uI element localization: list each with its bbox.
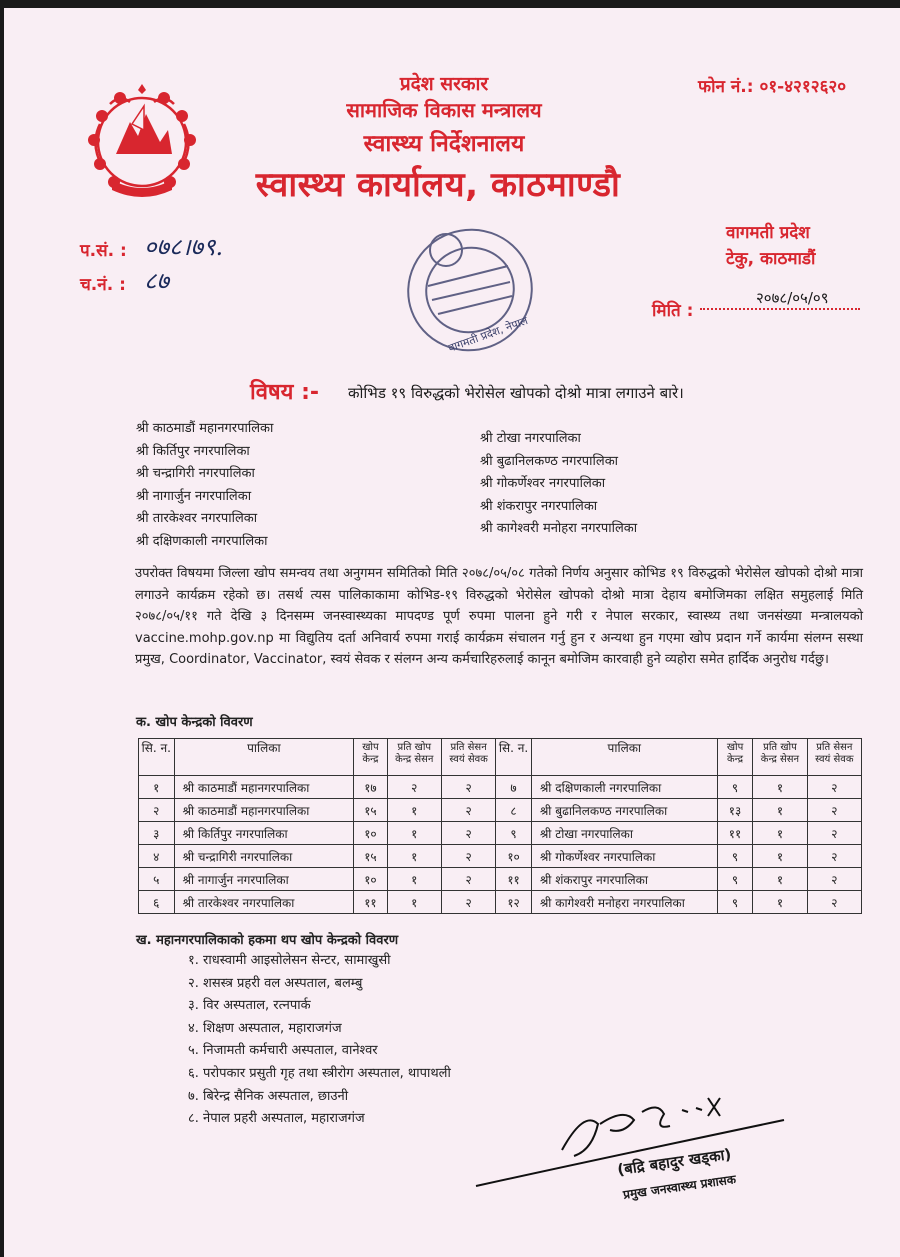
date-label: मिति :	[652, 301, 694, 321]
list-item: ६. परोपकार प्रसुती गृह तथा स्त्रीरोग अस्पताल, थापाथली	[188, 1065, 451, 1081]
table-cell: ५	[139, 868, 175, 891]
table-cell: ११	[717, 822, 753, 845]
table-cell: २	[807, 845, 861, 868]
cn-label: च.नं. :	[80, 275, 126, 295]
table-cell: ६	[139, 891, 175, 914]
table-row	[139, 891, 862, 914]
col-header: प्रति सेसन स्वयं सेवक	[441, 739, 495, 776]
body-paragraph: उपरोक्त विषयमा जिल्ला खोप समन्वय तथा अनुगमन समितिको मिति २०७८/०५/०८ गतेको निर्णय अनुसार कोभिड १९ विरुद्धको भेरोसेल खोपको दोश्रो मात्रा लगाउने कार्यक्रम रहेको छ। तसर्थ त्यस पालिकाकामा कोभिड-१९ विरुद्धको भेरोसेल खोपको दोश्रो मात्रा देहाय बमोजिमका लक्षित समुहलाई मिति २०७८/०५/११ गते देखि ३ दिनसम्म जनस्वास्थ्यका मापदण्ड पूर्ण रुपमा पालना हुने गरी र नेपाल सरकार, स्वास्थ्य तथा जनसंख्या मन्त्रालयको vaccine.mohp.gov.np मा विद्युतिय दर्ता अनिवार्य रुपमा गराई कार्यक्रम संचालन गर्नु हुन र अन्यथा हुन गएमा खोप प्रदान गर्ने कार्यमा संलग्न सस्था प्रमुख, Coordinator, Vaccinator, स्वयं सेवक र संलग्न अन्य कर्मचारिहरुलाई कानून बमोजिम कारवाही हुने व्यहोरा समेत हार्दिक अनुरोध गर्दछु।	[135, 566, 863, 667]
table-cell: श्री दक्षिणकाली नगरपालिका	[531, 776, 717, 799]
table-cell: १२	[496, 891, 532, 914]
office-stamp-icon	[398, 216, 538, 358]
table-header-row	[139, 739, 862, 776]
list-item: ८. नेपाल प्रहरी अस्पताल, महाराजगंज	[188, 1111, 365, 1127]
table-cell: १	[753, 822, 807, 845]
cn-value: ८७	[144, 267, 169, 295]
table-cell: १०	[496, 845, 532, 868]
table-cell: ९	[717, 776, 753, 799]
list-item: १. राधस्वामी आइसोलेसन सेन्टर, सामाखुसी	[188, 953, 391, 968]
table-cell: ९	[717, 845, 753, 868]
table-cell: १	[753, 799, 807, 822]
table-cell: ११	[354, 891, 387, 914]
table-cell: १५	[354, 845, 387, 868]
subject-text: कोभिड १९ विरुद्धको भेरोसेल खोपको दोश्रो मात्रा लगाउने बारे।	[348, 384, 684, 402]
table-row	[139, 868, 862, 891]
table-cell: १७	[354, 776, 387, 799]
letterhead-ministry: सामाजिक विकास मन्त्रालय	[346, 98, 542, 122]
table-row	[139, 845, 862, 868]
province-name: वागमती प्रदेश	[726, 223, 810, 243]
col-header: पालिका	[174, 739, 354, 776]
table-cell: श्री गोकर्णेश्वर नगरपालिका	[531, 845, 717, 868]
col-header: खोप केन्द्र	[354, 739, 387, 776]
table-cell: २	[441, 799, 495, 822]
letterhead-directorate: स्वास्थ्य निर्देशनालय	[363, 131, 525, 157]
table-cell: २	[807, 799, 861, 822]
addressees-right	[480, 428, 637, 541]
table-row	[139, 776, 862, 799]
table-cell: १०	[354, 822, 387, 845]
col-header: सि. न.	[139, 739, 175, 776]
table-cell: २	[807, 891, 861, 914]
addressees-left	[136, 418, 273, 553]
section-b-title: ख. महानगरपालिकाको हकमा थप खोप केन्द्रको विवरण	[136, 933, 399, 948]
table-cell: ८	[496, 799, 532, 822]
list-item: ७. बिरेन्द्र सैनिक अस्पताल, छाउनी	[188, 1088, 349, 1104]
addressee: श्री टोखा नगरपालिका	[480, 431, 581, 446]
table-cell: १३	[717, 799, 753, 822]
table-cell: २	[387, 776, 441, 799]
extra-centers-list	[188, 950, 451, 1131]
ps-value: ०७८।७९.	[144, 233, 224, 261]
list-item: ५. निजामती कर्मचारी अस्पताल, वानेश्वर	[188, 1043, 378, 1059]
table-cell: श्री बुढानिलकण्ठ नगरपालिका	[531, 799, 717, 822]
letterhead-office: स्वास्थ्य कार्यालय, काठमाण्डौ	[255, 165, 621, 205]
letterhead-line1: प्रदेश सरकार	[399, 73, 489, 95]
list-item: ३. विर अस्पताल, रत्नपार्क	[188, 998, 311, 1014]
addressee: श्री शंकरापुर नगरपालिका	[480, 498, 598, 514]
table-cell: २	[807, 776, 861, 799]
col-header: पालिका	[531, 739, 717, 776]
col-header: सि. न.	[496, 739, 532, 776]
addressee: श्री चन्द्रागिरी नगरपालिका	[136, 466, 255, 481]
table-cell: १	[753, 845, 807, 868]
table-cell: १	[753, 776, 807, 799]
table-cell: श्री किर्तिपुर नगरपालिका	[174, 822, 354, 845]
table-cell: २	[139, 799, 175, 822]
table-cell: २	[441, 822, 495, 845]
addressee: श्री दक्षिणकाली नगरपालिका	[136, 533, 268, 549]
table-cell: २	[441, 891, 495, 914]
office-location: टेकु, काठमाडौं	[726, 249, 816, 269]
addressee: श्री कागेश्वरी मनोहरा नगरपालिका	[480, 521, 638, 536]
table-cell: १	[387, 891, 441, 914]
province-block	[726, 220, 815, 272]
addressee: श्री बुढानिलकण्ठ नगरपालिका	[480, 453, 619, 469]
table-cell: श्री शंकरापुर नगरपालिका	[531, 868, 717, 891]
addressee: श्री नागार्जुन नगरपालिका	[136, 488, 252, 504]
phone-number: फोन नं.: ०१-४२१२६२०	[698, 77, 847, 97]
table-cell: १	[139, 776, 175, 799]
table-cell: ७	[496, 776, 532, 799]
signatory-name: (बद्रि बहादुर खड्का)	[616, 1145, 733, 1179]
list-item: २. शसस्त्र प्रहरी वल अस्पताल, बलम्बु	[188, 975, 363, 991]
table-cell: १	[387, 868, 441, 891]
table-cell: २	[441, 776, 495, 799]
addressee: श्री किर्तिपुर नगरपालिका	[136, 443, 250, 459]
table-cell: श्री तारकेश्वर नगरपालिका	[174, 891, 354, 914]
signatory-title: प्रमुख जनस्वास्थ्य प्रशासक	[622, 1172, 737, 1202]
table-cell: श्री काठमाडौं महानगरपालिका	[174, 799, 354, 822]
table-cell: ९	[717, 868, 753, 891]
table-cell: ९	[717, 891, 753, 914]
addressee: श्री गोकर्णेश्वर नगरपालिका	[480, 476, 606, 491]
addressee: श्री तारकेश्वर नगरपालिका	[136, 511, 258, 526]
table-cell: ३	[139, 822, 175, 845]
addressee: श्री काठमाडौं महानगरपालिका	[136, 421, 274, 436]
table-cell: १	[387, 799, 441, 822]
table-cell: २	[807, 822, 861, 845]
ps-label: प.सं. :	[80, 241, 127, 261]
table-cell: श्री कागेश्वरी मनोहरा नगरपालिका	[531, 891, 717, 914]
table-cell: १०	[354, 868, 387, 891]
table-cell: २	[807, 868, 861, 891]
date-dotted-line	[700, 308, 860, 310]
table-cell: श्री नागार्जुन नगरपालिका	[174, 868, 354, 891]
table-cell: २	[441, 868, 495, 891]
table-cell: ९	[496, 822, 532, 845]
table-cell: १५	[354, 799, 387, 822]
list-item: ४. शिक्षण अस्पताल, महाराजगंज	[188, 1020, 342, 1036]
table-row	[139, 799, 862, 822]
table-cell: श्री चन्द्रागिरी नगरपालिका	[174, 845, 354, 868]
col-header: प्रति खोप केन्द्र सेसन	[753, 739, 807, 776]
section-a-title: क. खोप केन्द्रको विवरण	[136, 715, 253, 730]
date-value: २०७८/०५/०९	[756, 289, 829, 307]
table-cell: १	[387, 822, 441, 845]
table-cell: श्री टोखा नगरपालिका	[531, 822, 717, 845]
table-cell: १	[753, 891, 807, 914]
table-cell: ११	[496, 868, 532, 891]
table-row	[139, 822, 862, 845]
table-cell: ४	[139, 845, 175, 868]
table-cell: श्री काठमाडौं महानगरपालिका	[174, 776, 354, 799]
table-cell: २	[441, 845, 495, 868]
vaccination-centers-table	[138, 738, 862, 914]
stamp-text: वागमती प्रदेश, नेपाल	[446, 314, 530, 355]
col-header: प्रति सेसन स्वयं सेवक	[807, 739, 861, 776]
col-header: खोप केन्द्र	[717, 739, 753, 776]
col-header: प्रति खोप केन्द्र सेसन	[387, 739, 441, 776]
subject-label: विषय :-	[250, 380, 319, 405]
table-cell: १	[753, 868, 807, 891]
table-cell: १	[387, 845, 441, 868]
letter-page	[4, 8, 900, 1257]
